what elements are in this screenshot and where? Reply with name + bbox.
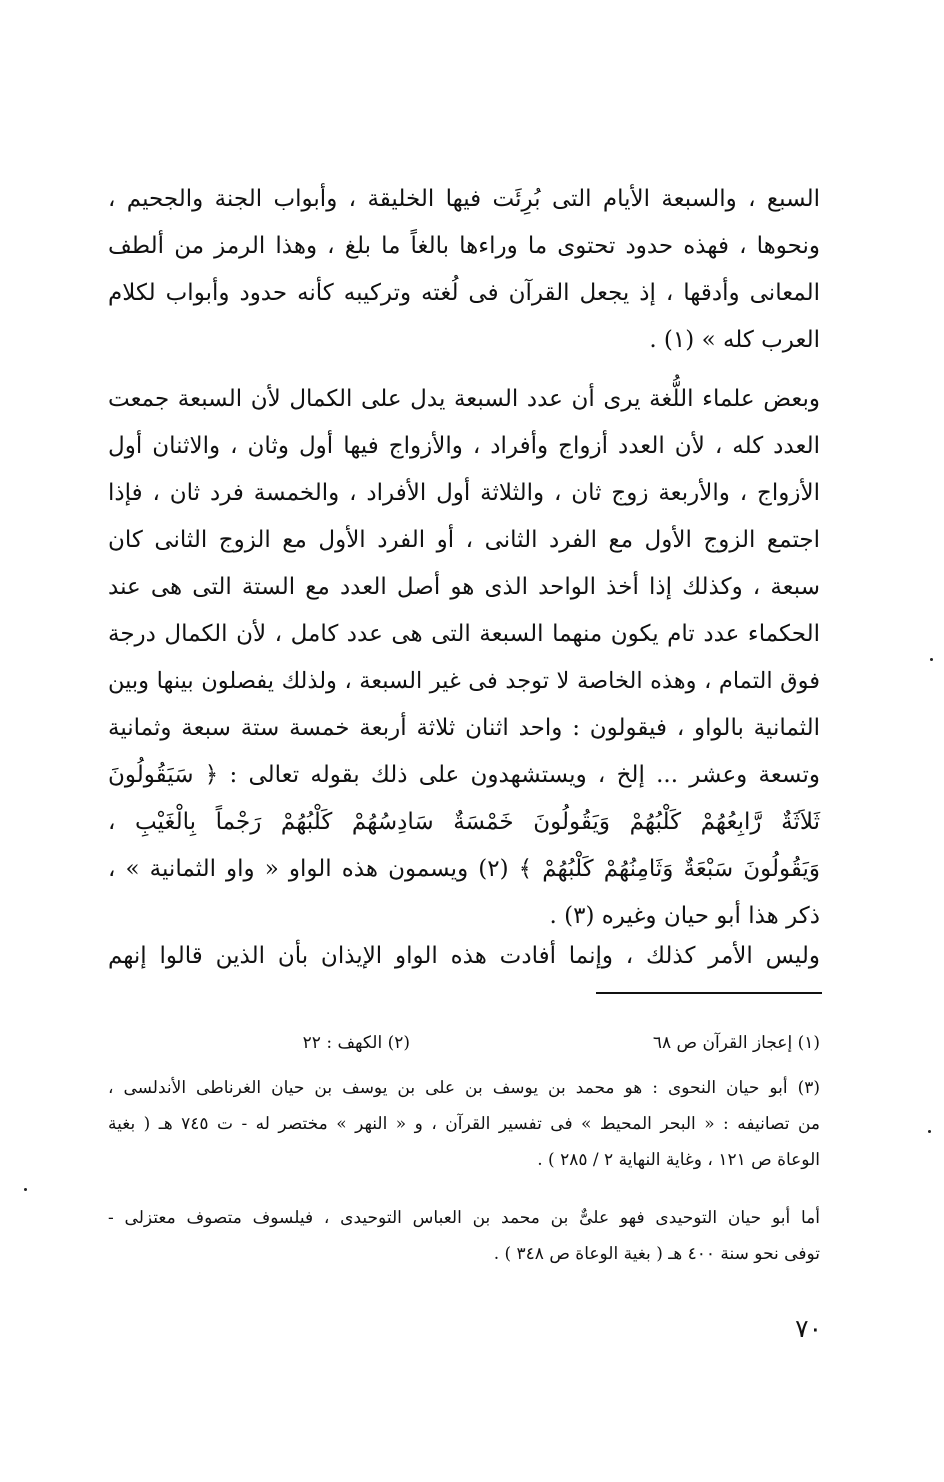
text-line: الأزواج ، والأربعة زوج ثان ، والثلاثة أول الأفراد ، والخمسة فرد ثان ، فإذا <box>108 480 820 506</box>
quran-verse-line: ثَلاَثَةٌ رَّابِعُهُمْ كَلْبُهُمْ وَيَقُولُونَ خَمْسَةٌ سَادِسُهُمْ كَلْبُهُمْ رَجْماً بِالْغَيْبِ ، <box>108 809 820 835</box>
footnote-divider <box>596 992 822 994</box>
text-line: فوق التمام ، وهذه الخاصة لا توجد فى غير السبعة ، ولذلك يفصلون بينها وبين <box>108 668 820 694</box>
text-line: وليس الأمر كذلك ، وإنما أفادت هذه الواو الإيذان بأن الذين قالوا إنهم <box>108 943 820 969</box>
text-line: سبعة ، وكذلك إذا أخذ الواحد الذى هو أصل العدد مع الستة التى هى عند <box>108 574 820 600</box>
text-line: العرب كله » (١) . <box>649 327 820 353</box>
footnote-line: من تصانيفه : « البحر المحيط » فى تفسير القرآن ، و « النهر » مختصر له - ت ٧٤٥ هـ ( بغية <box>108 1114 820 1134</box>
text-line: ونحوها ، فهذه حدود تحتوى ما وراءها بالغاً ما بلغ ، وهذا الرمز من ألطف <box>108 233 820 259</box>
paragraph-3 <box>108 933 820 980</box>
text-line: اجتمع الزوج الأول مع الفرد الثانى ، أو الفرد الأول مع الزوج الثانى كان <box>108 527 820 553</box>
footnote-4 <box>108 1200 820 1272</box>
text-line: العدد كله ، لأن العدد أزواج وأفراد ، والأزواج فيها أول وثان ، والاثنان أول <box>108 433 820 459</box>
footnote-3 <box>108 1070 820 1178</box>
page-number: ٧٠ <box>795 1314 822 1343</box>
text-line: المعانى وأدقها ، إذ يجعل القرآن فى لُغته وتركيبه كأنه حدود وأبواب لكلام <box>108 280 820 306</box>
scan-speck <box>24 1188 27 1191</box>
paragraph-1 <box>108 176 820 364</box>
text-line: ذكر هذا أبو حيان وغيره (٣) . <box>549 903 820 929</box>
scan-speck <box>928 1130 931 1133</box>
footnote-1: (١) إعجاز القرآن ص ٦٨ <box>652 1033 820 1053</box>
footnote-line: الوعاة ص ١٢١ ، وغاية النهاية ٢ / ٢٨٥ ) . <box>537 1150 820 1170</box>
footnote-line: (٣) أبو حيان النحوى : هو محمد بن يوسف بن على بن يوسف بن حيان الغرناطى الأندلسى ، <box>108 1078 820 1098</box>
text-line: الحكماء عدد تام يكون منهما السبعة التى هى عدد كامل ، لأن الكمال درجة <box>108 621 820 647</box>
text-line: وتسعة وعشر ... إلخ ، ويستشهدون على ذلك بقوله تعالى : ﴿ سَيَقُولُونَ <box>108 762 820 788</box>
paragraph-2 <box>108 376 820 940</box>
footnote-line: أما أبو حيان التوحيدى فهو علىٌّ بن محمد بن العباس التوحيدى ، فيلسوف متصوف معتزلى - <box>108 1208 820 1228</box>
text-line: وبعض علماء اللُّغة يرى أن عدد السبعة يدل على الكمال لأن السبعة جمعت <box>108 386 820 412</box>
scan-speck <box>930 658 933 661</box>
footnote-line: توفى نحو سنة ٤٠٠ هـ ( بغية الوعاة ص ٣٤٨ ) . <box>493 1244 820 1264</box>
footnotes-row <box>108 1028 820 1058</box>
quran-verse-line: وَيَقُولُونَ سَبْعَةٌ وَثَامِنُهُمْ كَلْبُهُمْ ﴾ (٢) ويسمون هذه الواو « واو الثمانية » ، <box>108 856 821 882</box>
footnote-2: (٢) الكهف : ٢٢ <box>302 1033 410 1053</box>
text-line: السبع ، والسبعة الأيام التى بُرِئَت فيها الخليقة ، وأبواب الجنة والجحيم ، <box>108 186 820 212</box>
text-line: الثمانية بالواو ، فيقولون : واحد اثنان ثلاثة أربعة خمسة ستة سبعة وثمانية <box>108 715 820 741</box>
